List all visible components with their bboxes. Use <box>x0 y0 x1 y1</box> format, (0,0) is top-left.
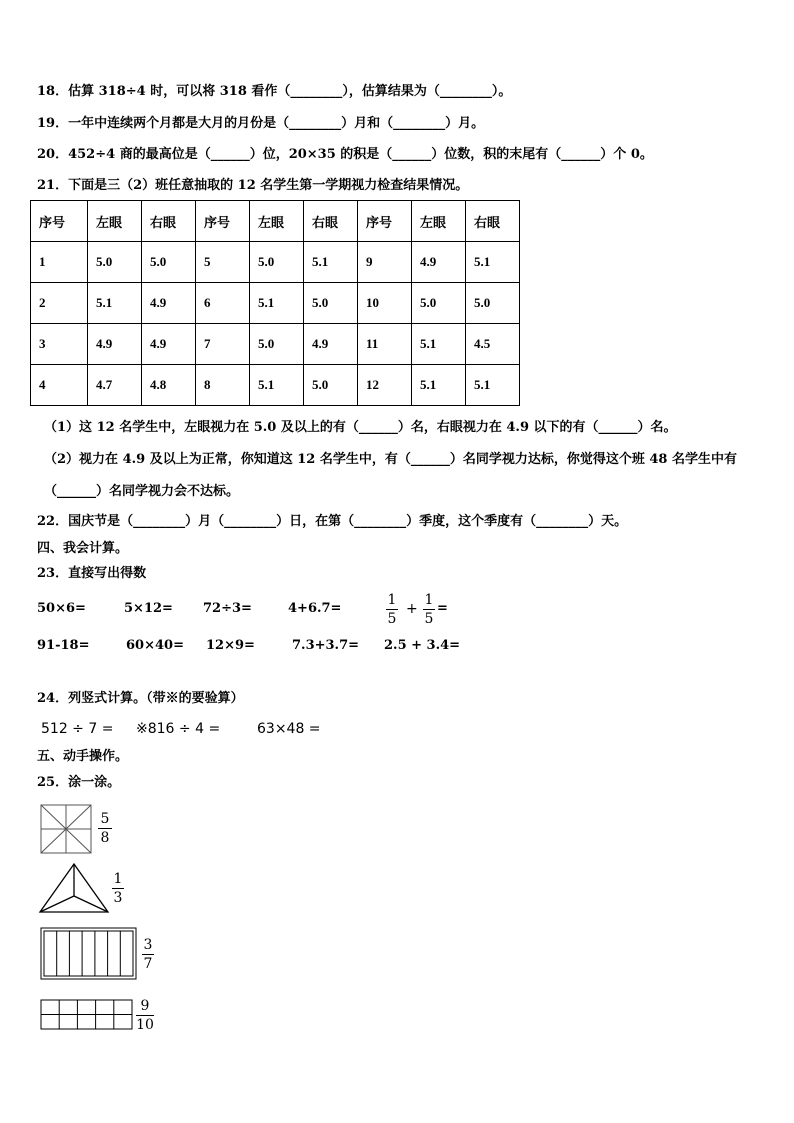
table-cell: 4.9 <box>88 324 142 365</box>
fraction-bar <box>423 609 435 610</box>
fraction-bar <box>112 888 124 889</box>
table-cell: 11 <box>358 324 412 365</box>
table-header-cell: 左眼 <box>88 201 142 242</box>
table-cell: 5.1 <box>88 283 142 324</box>
fraction-numerator: 1 <box>113 871 123 887</box>
calc-item: 7.3+3.7= <box>292 638 360 653</box>
fraction-numerator: 1 <box>424 592 434 608</box>
question-25: 25．涂一涂。 <box>37 775 121 790</box>
fraction-one-fifth-b <box>423 592 435 627</box>
table-row <box>31 365 520 406</box>
question-18: 18．估算 318÷4 时，可以将 318 看作（________），估算结果为（________）。 <box>37 84 512 99</box>
table-header-cell: 左眼 <box>412 201 466 242</box>
vertical-calc-item: ※816 ÷ 4 = <box>136 721 221 737</box>
fraction-denominator: 8 <box>100 830 110 846</box>
question-19: 19．一年中连续两个月都是大月的月份是（________）月和（________）月。 <box>37 116 485 131</box>
octant-square-icon <box>40 804 92 854</box>
table-cell: 4.9 <box>412 242 466 283</box>
vertical-calc-item: 63×48 = <box>257 721 321 737</box>
table-cell: 5.1 <box>250 365 304 406</box>
fraction-bar <box>136 1015 154 1016</box>
table-cell: 4.8 <box>142 365 196 406</box>
fraction-denominator: 5 <box>387 611 397 627</box>
calc-item: 12×9= <box>206 638 255 653</box>
vision-table <box>30 200 520 406</box>
table-cell: 5.0 <box>466 283 520 324</box>
table-row <box>31 324 520 365</box>
fraction-denominator: 5 <box>424 611 434 627</box>
fraction-label <box>98 811 112 846</box>
fraction-numerator: 1 <box>387 592 397 608</box>
table-cell: 5.0 <box>304 365 358 406</box>
equals-sign: = <box>437 601 448 616</box>
table-header-row <box>31 201 520 242</box>
table-cell: 10 <box>358 283 412 324</box>
table-cell: 5.1 <box>466 365 520 406</box>
calc-item: 72÷3= <box>203 601 252 616</box>
table-cell: 8 <box>196 365 250 406</box>
question-20: 20．452÷4 商的最高位是（______）位，20×35 的积是（______）位数，积的末尾有（______）个 0。 <box>37 147 653 162</box>
table-header-cell: 序号 <box>31 201 88 242</box>
plus-sign: + <box>406 601 418 617</box>
table-cell: 5.1 <box>412 324 466 365</box>
fraction-label <box>136 998 154 1033</box>
fraction-bar <box>142 954 154 955</box>
calc-item: 2.5 + 3.4= <box>384 638 461 653</box>
fraction-label <box>112 871 124 906</box>
section-5-heading: 五、动手操作。 <box>37 749 129 764</box>
table-cell: 1 <box>31 242 88 283</box>
table-row <box>31 283 520 324</box>
table-row <box>31 242 520 283</box>
calc-item: 91-18= <box>37 638 90 653</box>
table-cell: 5.0 <box>250 242 304 283</box>
question-24: 24．列竖式计算。（带※的要验算） <box>37 691 244 706</box>
table-cell: 4.9 <box>142 283 196 324</box>
table-cell: 5.0 <box>142 242 196 283</box>
fraction-bar <box>386 609 398 610</box>
table-cell: 12 <box>358 365 412 406</box>
table-cell: 6 <box>196 283 250 324</box>
table-cell: 9 <box>358 242 412 283</box>
fraction-one-fifth-a <box>386 592 398 627</box>
fraction-label <box>142 937 154 972</box>
table-cell: 7 <box>196 324 250 365</box>
question-22: 22．国庆节是（________）月（________）日，在第（________）季度，这个季度有（________）天。 <box>37 514 628 529</box>
table-cell: 5 <box>196 242 250 283</box>
table-cell: 5.1 <box>250 283 304 324</box>
fraction-denominator: 7 <box>143 956 153 972</box>
table-header-cell: 左眼 <box>250 201 304 242</box>
vertical-calc-item: 512 ÷ 7 = <box>41 721 114 737</box>
fraction-numerator: 9 <box>140 998 150 1014</box>
question-21-part-1: （1）这 12 名学生中，左眼视力在 5.0 及以上的有（______）名，右眼视力在 4.9 以下的有（______）名。 <box>44 420 677 435</box>
question-21-part-2-cont: （______）名同学视力会不达标。 <box>44 484 240 499</box>
calc-item: 4+6.7= <box>288 601 342 616</box>
table-cell: 4.7 <box>88 365 142 406</box>
table-cell: 3 <box>31 324 88 365</box>
calc-item: 50×6= <box>37 601 86 616</box>
table-cell: 5.1 <box>304 242 358 283</box>
table-cell: 4.9 <box>142 324 196 365</box>
table-cell: 4.9 <box>304 324 358 365</box>
table-cell: 2 <box>31 283 88 324</box>
calc-item: 60×40= <box>126 638 184 653</box>
table-cell: 5.1 <box>466 242 520 283</box>
table-cell: 5.0 <box>88 242 142 283</box>
table-header-cell: 右眼 <box>142 201 196 242</box>
table-header-cell: 序号 <box>358 201 412 242</box>
fraction-numerator: 3 <box>143 937 153 953</box>
table-cell: 5.0 <box>412 283 466 324</box>
question-21-part-2: （2）视力在 4.9 及以上为正常，你知道这 12 名学生中，有（______）名同学视力达标，你觉得这个班 48 名学生中有 <box>44 452 737 467</box>
divided-triangle-icon <box>38 862 110 914</box>
fraction-bar <box>98 828 112 829</box>
question-23: 23．直接写出得数 <box>37 566 147 581</box>
calc-item: 5×12= <box>124 601 173 616</box>
table-header-cell: 右眼 <box>304 201 358 242</box>
ten-cell-grid-icon <box>40 999 134 1031</box>
section-4-heading: 四、我会计算。 <box>37 541 129 556</box>
table-cell: 4 <box>31 365 88 406</box>
table-header-cell: 右眼 <box>466 201 520 242</box>
fraction-denominator: 3 <box>113 890 123 906</box>
fraction-numerator: 5 <box>100 811 110 827</box>
table-cell: 5.1 <box>412 365 466 406</box>
table-cell: 5.0 <box>250 324 304 365</box>
fraction-denominator: 10 <box>136 1017 154 1033</box>
table-cell: 4.5 <box>466 324 520 365</box>
table-header-cell: 序号 <box>196 201 250 242</box>
table-cell: 5.0 <box>304 283 358 324</box>
question-21: 21．下面是三（2）班任意抽取的 12 名学生第一学期视力检查结果情况。 <box>37 178 469 193</box>
seven-column-rectangle-icon <box>40 927 138 981</box>
